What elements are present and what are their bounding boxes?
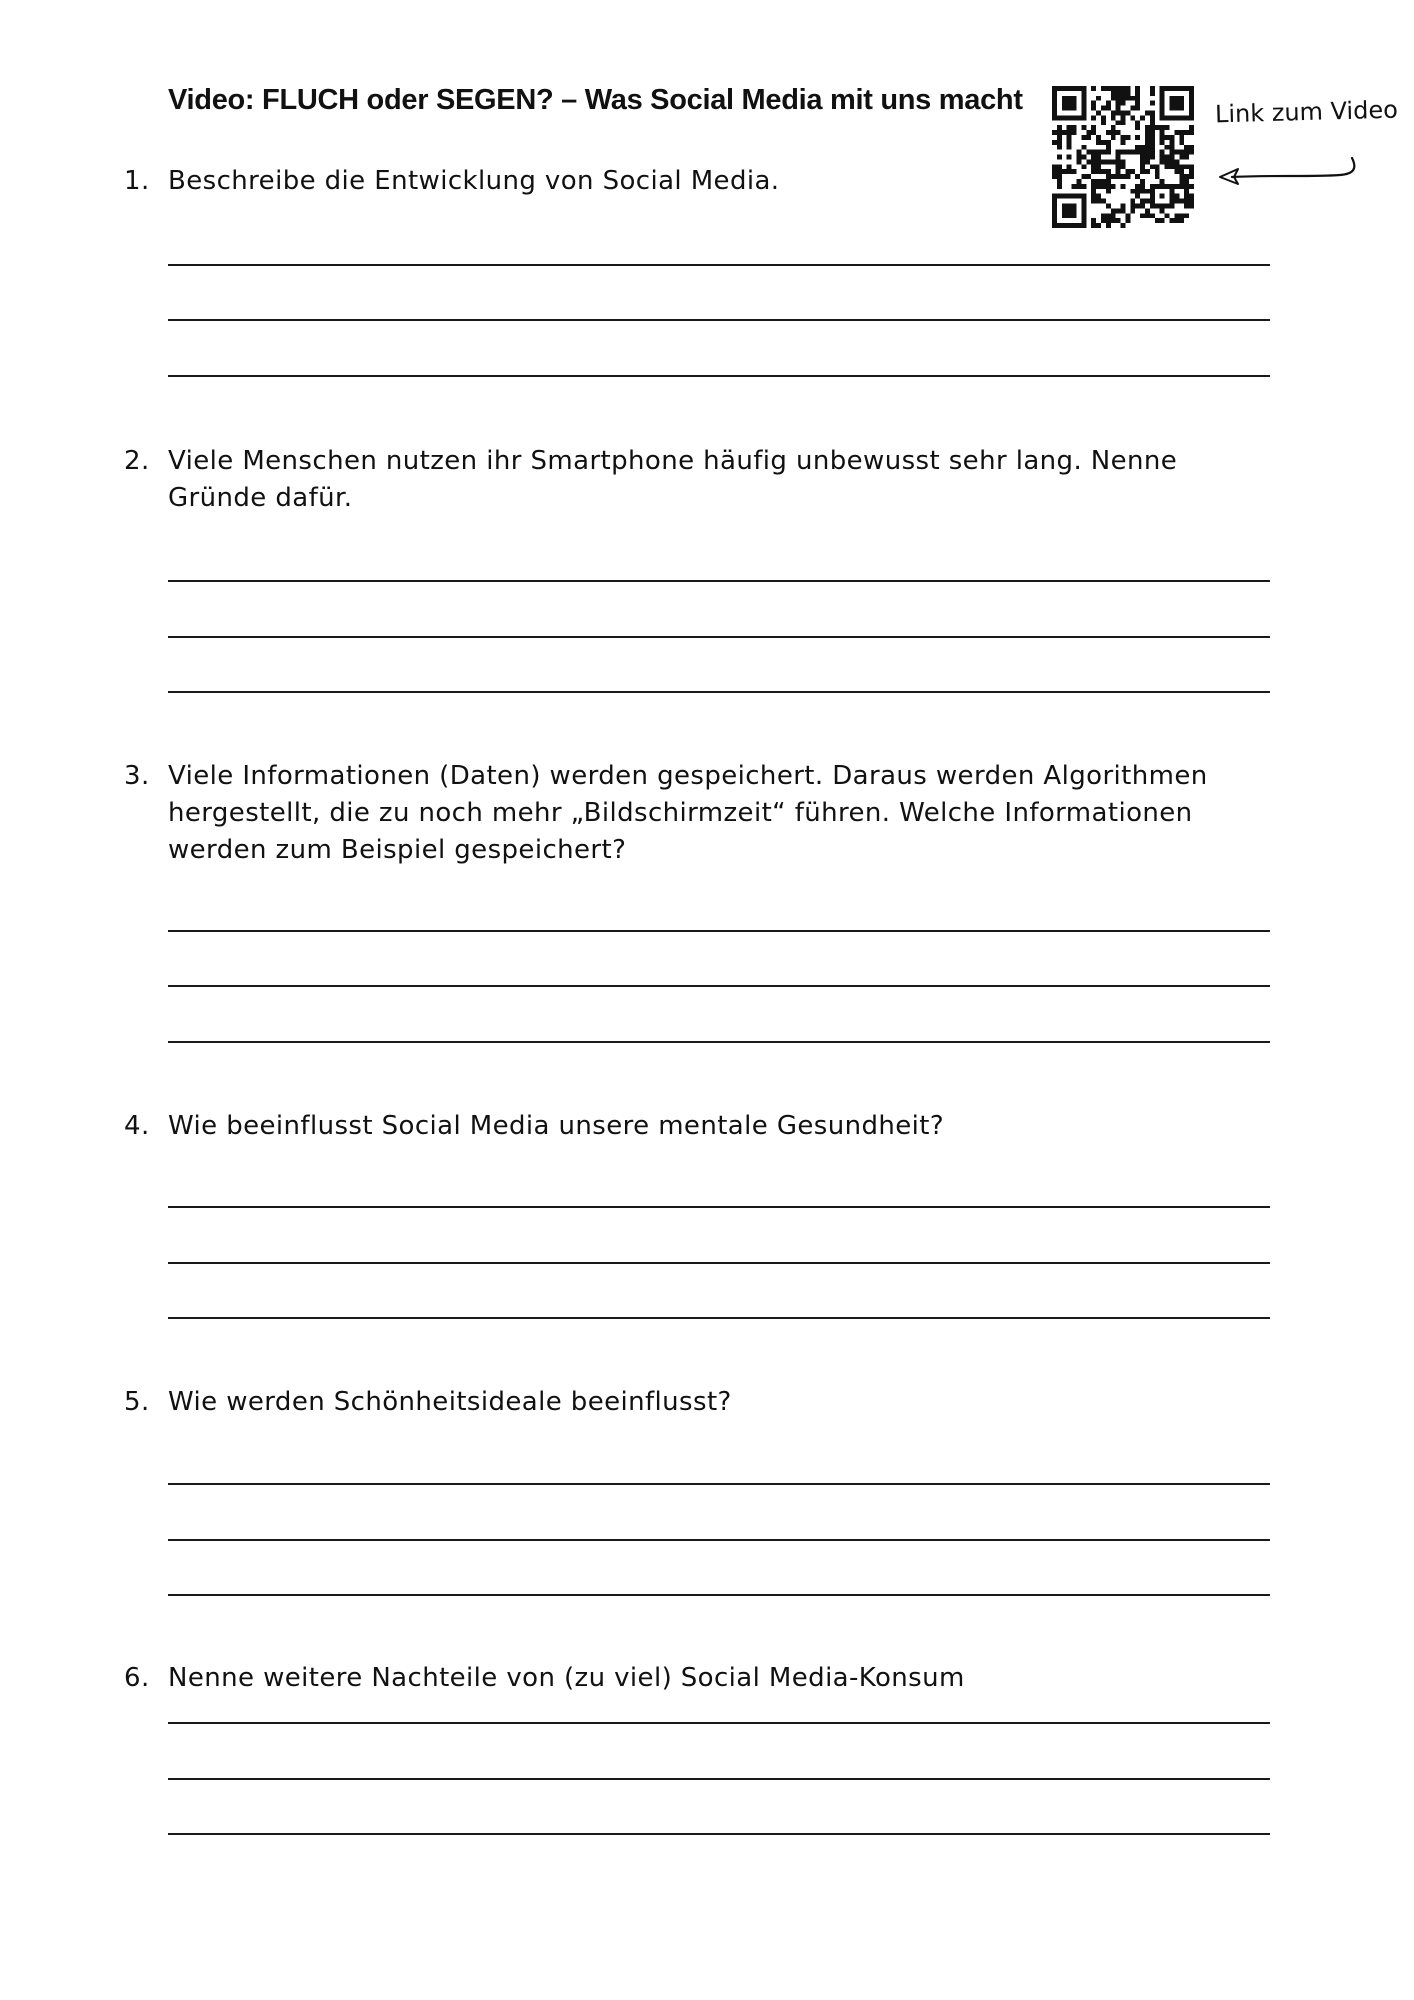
question-1	[124, 163, 1274, 200]
answer-line[interactable]	[168, 636, 1270, 638]
question-number: 4.	[124, 1111, 150, 1141]
question-number: 6.	[124, 1663, 150, 1693]
answer-line[interactable]	[168, 580, 1270, 582]
answer-line[interactable]	[168, 319, 1270, 321]
answer-line[interactable]	[168, 691, 1270, 693]
question-text: Viele Menschen nutzen ihr Smartphone häufig unbewusst sehr lang. Nenne Gründe dafür.	[168, 446, 1178, 513]
question-number: 3.	[124, 761, 150, 791]
question-2	[124, 443, 1274, 517]
answer-line[interactable]	[168, 1778, 1270, 1780]
answer-line[interactable]	[168, 1483, 1270, 1485]
answer-line[interactable]	[168, 375, 1270, 377]
answer-line[interactable]	[168, 1722, 1270, 1724]
qr-code-icon[interactable]	[1052, 86, 1194, 228]
answer-line[interactable]	[168, 1539, 1270, 1541]
question-number: 5.	[124, 1387, 150, 1417]
answer-line[interactable]	[168, 1833, 1270, 1835]
answer-line[interactable]	[168, 1317, 1270, 1319]
question-text: Wie werden Schönheitsideale beeinflusst?	[168, 1387, 732, 1417]
question-text: Wie beeinflusst Social Media unsere mentale Gesundheit?	[168, 1111, 945, 1141]
answer-line[interactable]	[168, 1594, 1270, 1596]
question-5	[124, 1384, 1274, 1421]
question-number: 1.	[124, 166, 150, 196]
question-text: Viele Informationen (Daten) werden gespeichert. Daraus werden Algorithmen hergestellt, die zu noch mehr „Bildschirmzeit“ führen. Welche Informationen werden zum Beispiel gespeichert?	[168, 761, 1208, 865]
question-text: Nenne weitere Nachteile von (zu viel) Social Media-Konsum	[168, 1663, 965, 1693]
answer-line[interactable]	[168, 1206, 1270, 1208]
question-3	[124, 758, 1274, 869]
question-6	[124, 1660, 1274, 1697]
question-number: 2.	[124, 446, 150, 476]
link-to-video-label: Link zum Video	[1214, 95, 1399, 129]
question-text: Beschreibe die Entwicklung von Social Media.	[168, 166, 780, 196]
answer-line[interactable]	[168, 1041, 1270, 1043]
worksheet-title: Video: FLUCH oder SEGEN? – Was Social Media mit uns macht	[168, 84, 1023, 116]
answer-line[interactable]	[168, 1262, 1270, 1264]
answer-line[interactable]	[168, 264, 1270, 266]
answer-line[interactable]	[168, 930, 1270, 932]
answer-line[interactable]	[168, 985, 1270, 987]
question-4	[124, 1108, 1274, 1145]
